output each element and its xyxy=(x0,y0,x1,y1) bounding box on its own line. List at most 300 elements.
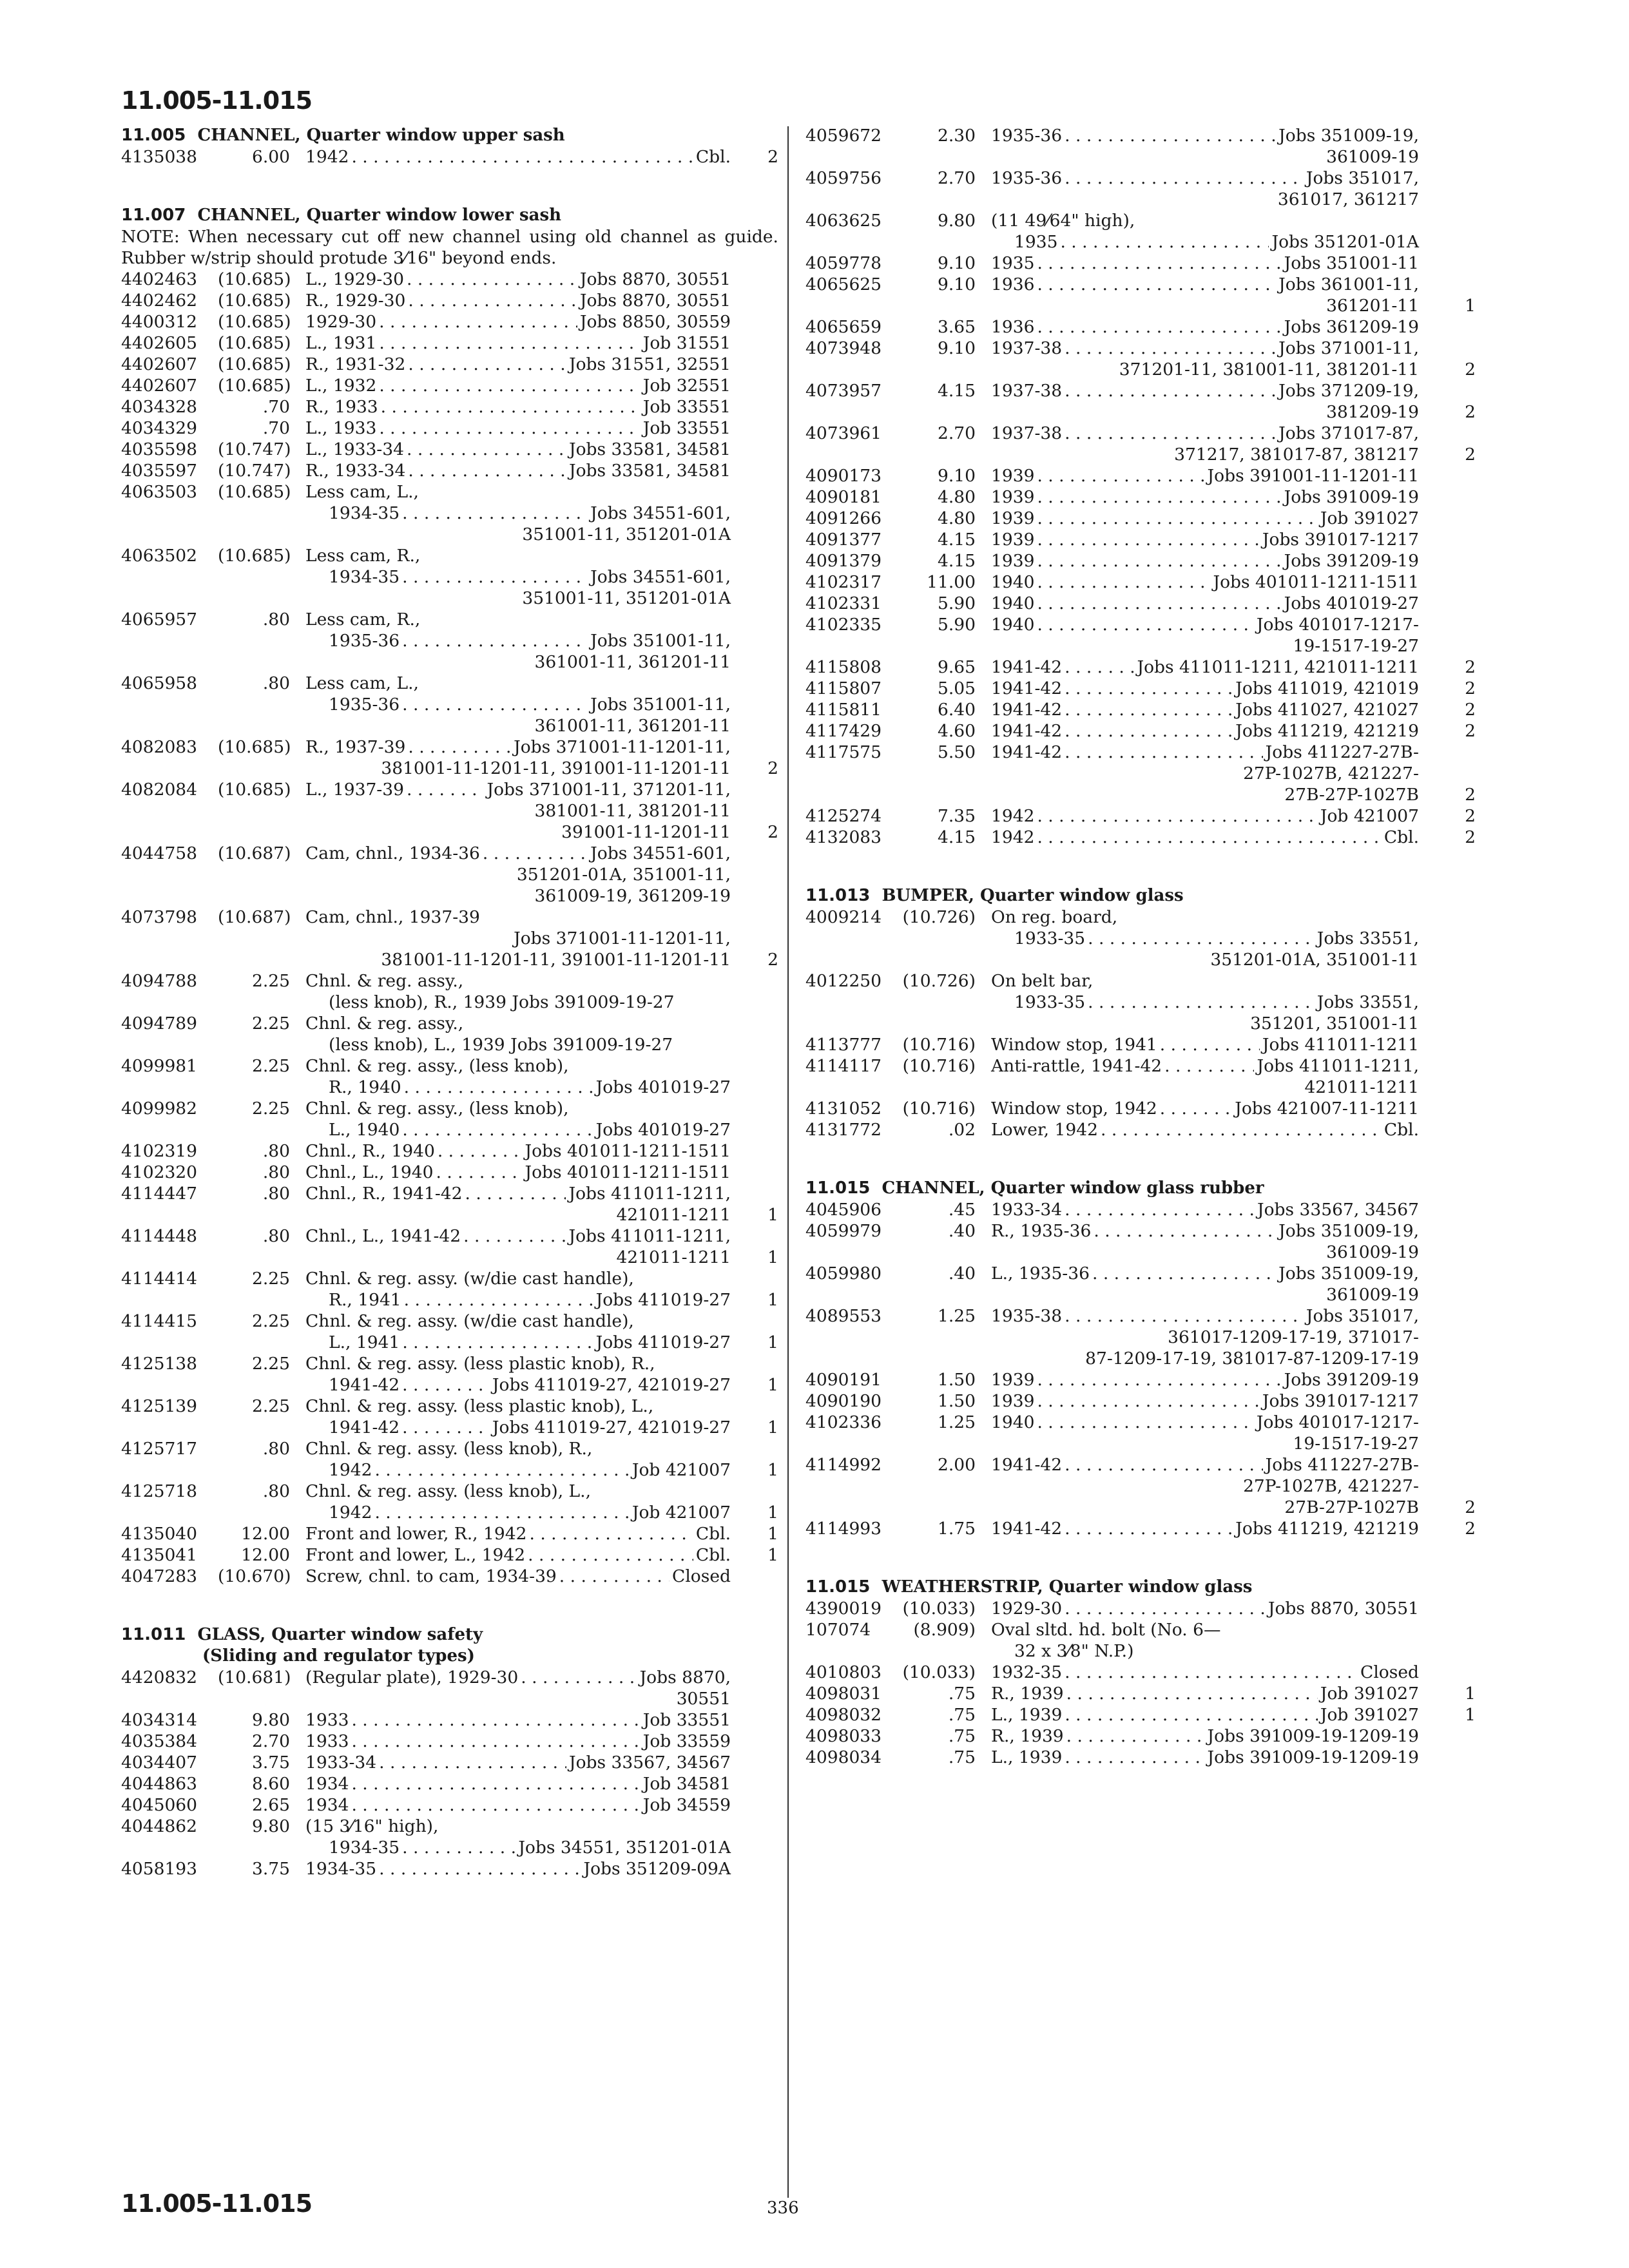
job-reference: Cbl. xyxy=(695,1545,731,1565)
part-number: 4035597 xyxy=(121,461,198,481)
description-line xyxy=(991,572,1419,593)
part-price: 9.80 xyxy=(251,1816,290,1836)
description-line xyxy=(991,614,1419,635)
description-text: 1942 xyxy=(991,827,1035,847)
part-description xyxy=(991,1369,1419,1390)
part-description xyxy=(991,486,1419,508)
part-row xyxy=(121,375,778,396)
part-number: 4065958 xyxy=(121,673,198,693)
description-line xyxy=(305,1544,731,1566)
part-number: 4044758 xyxy=(121,843,198,863)
description-text: Window stop, 1941 xyxy=(991,1035,1157,1055)
section-note: NOTE: When necessary cut off new channel using old channel as guide. Rubber w/strip should protude 3⁄16" beyond ends. xyxy=(121,227,778,268)
description-text: Screw, chnl. to cam, 1934-39 xyxy=(305,1566,557,1586)
job-reference: Job 391027 xyxy=(1320,1684,1419,1704)
part-number: 4114414 xyxy=(121,1269,198,1289)
part-number: 4102331 xyxy=(805,593,882,613)
job-reference: Jobs 351009-19, xyxy=(1278,1221,1419,1241)
part-price: 8.60 xyxy=(251,1774,290,1794)
description-text: L., 1940 xyxy=(329,1120,400,1140)
description-line xyxy=(991,1412,1419,1433)
description-text: R., 1939 xyxy=(991,1684,1064,1704)
part-row xyxy=(805,1199,1476,1220)
quantity: 1 xyxy=(1465,1684,1476,1704)
description-continuation: 351001-11, 351201-01A xyxy=(522,588,731,608)
part-description xyxy=(991,508,1419,529)
part-row xyxy=(121,1773,778,1794)
leader-dots xyxy=(521,1667,637,1688)
part-row xyxy=(121,1140,778,1162)
description-line xyxy=(305,418,731,439)
description-continuation: 371217, 381017-87, 381217 xyxy=(1174,445,1419,465)
part-number: 4132083 xyxy=(805,827,882,847)
leader-dots xyxy=(381,396,641,418)
part-row xyxy=(805,508,1476,529)
description-line xyxy=(991,1390,1419,1412)
description-continuation: 381001-11, 381201-11 xyxy=(534,801,731,821)
quantity: 1 xyxy=(767,1205,778,1225)
part-description xyxy=(305,609,731,673)
description-text: Chnl., L., 1941-42 xyxy=(305,1226,461,1246)
job-reference: Jobs 361001-11, xyxy=(1278,274,1419,294)
description-line: 32 x 3⁄8" N.P.) xyxy=(1014,1641,1134,1661)
description-text: 1942 xyxy=(329,1460,372,1480)
part-description xyxy=(305,439,731,460)
part-row xyxy=(121,1013,778,1055)
part-price: .80 xyxy=(262,1162,290,1182)
leader-dots xyxy=(1037,316,1281,338)
job-reference: Job 33551 xyxy=(642,397,731,417)
part-row xyxy=(805,1369,1476,1390)
part-number: 4114993 xyxy=(805,1519,882,1539)
part-price: (10.747) xyxy=(218,461,291,481)
leader-dots xyxy=(374,1459,629,1481)
part-row xyxy=(805,1034,1476,1055)
job-reference: Jobs 33581, 34581 xyxy=(568,461,731,481)
leader-dots xyxy=(1065,338,1276,359)
job-reference: Jobs 411011-1211, xyxy=(1257,1056,1419,1076)
leader-dots xyxy=(1037,508,1317,529)
part-row xyxy=(805,720,1476,742)
description-line xyxy=(305,1119,731,1140)
leader-dots xyxy=(1065,742,1263,763)
part-price: (10.716) xyxy=(902,1035,976,1055)
section-title: CHANNEL, Quarter window upper sash xyxy=(197,126,565,145)
description-line xyxy=(991,1034,1419,1055)
description-continuation: 381209-19 xyxy=(1326,402,1419,422)
description-continuation: Jobs 371001-11-1201-11, xyxy=(514,928,731,948)
description-line xyxy=(305,1523,731,1544)
description-text: 1941-42 xyxy=(991,742,1063,762)
part-price: (10.685) xyxy=(218,780,291,800)
leader-dots xyxy=(379,311,577,332)
description-line: Less cam, L., xyxy=(305,482,419,502)
description-continuation: 361001-11, 361201-11 xyxy=(534,652,731,672)
quantity: 2 xyxy=(1465,700,1476,720)
part-price: 2.25 xyxy=(251,1269,290,1289)
part-description xyxy=(991,125,1419,168)
leader-dots xyxy=(1164,1055,1254,1077)
part-description xyxy=(305,843,731,907)
quantity: 2 xyxy=(1465,402,1476,422)
catalog-section xyxy=(121,125,778,168)
part-price: 2.25 xyxy=(251,1396,290,1416)
description-line xyxy=(991,1055,1419,1077)
part-number: 4045060 xyxy=(121,1795,198,1815)
part-description xyxy=(305,1773,731,1794)
part-row xyxy=(805,1747,1476,1768)
part-row xyxy=(805,614,1476,657)
quantity: 2 xyxy=(1465,678,1476,698)
leader-dots xyxy=(1092,1263,1276,1284)
leader-dots xyxy=(1037,486,1281,508)
description-text: 1934 xyxy=(305,1795,349,1815)
part-number: 4091266 xyxy=(805,508,882,528)
job-reference: Jobs 411019, 421019 xyxy=(1235,678,1419,698)
description-text: 1935 xyxy=(1014,232,1058,252)
part-price: 7.35 xyxy=(937,806,976,826)
job-reference: Jobs 33581, 34581 xyxy=(568,439,731,459)
part-row xyxy=(805,125,1476,168)
part-number: 4059756 xyxy=(805,168,882,188)
job-reference: Jobs 34551-601, xyxy=(590,567,731,587)
leader-dots xyxy=(402,630,588,651)
leader-dots xyxy=(351,1794,640,1816)
leader-dots xyxy=(402,566,588,588)
job-reference: Jobs 351001-11, xyxy=(590,695,731,715)
part-number: 4098032 xyxy=(805,1705,882,1725)
description-continuation: 19-1517-19-27 xyxy=(1293,1434,1419,1454)
description-text: 1929-30 xyxy=(305,312,377,332)
part-price: 2.25 xyxy=(251,1099,290,1119)
job-reference: Jobs 391009-19-1209-19 xyxy=(1207,1726,1419,1746)
description-line xyxy=(305,439,731,460)
description-text: (Regular plate), 1929-30 xyxy=(305,1667,519,1687)
description-text: L., 1931 xyxy=(305,333,377,353)
leader-dots xyxy=(402,1837,516,1858)
quantity: 2 xyxy=(1465,1519,1476,1539)
quantity: 2 xyxy=(1465,785,1476,805)
part-description xyxy=(991,550,1419,572)
section-heading xyxy=(121,205,778,226)
description-text: 1942 xyxy=(305,147,349,167)
description-continuation: 381001-11-1201-11, 391001-11-1201-11 xyxy=(381,758,731,778)
quantity: 1 xyxy=(767,1332,778,1352)
part-price: (10.685) xyxy=(218,291,291,311)
leader-dots xyxy=(1037,1369,1281,1390)
part-description xyxy=(991,1034,1419,1055)
description-text: 1940 xyxy=(991,593,1035,613)
section-heading xyxy=(805,1178,1476,1199)
section-subtitle: (Sliding and regulator types) xyxy=(202,1646,475,1666)
part-row xyxy=(805,380,1476,423)
part-number: 4420832 xyxy=(121,1667,198,1687)
section-heading xyxy=(805,885,1476,907)
description-line xyxy=(991,423,1419,444)
description-text: 1937-38 xyxy=(991,338,1063,358)
job-reference: Jobs 401019-27 xyxy=(595,1120,731,1140)
description-line xyxy=(305,566,731,588)
description-text: R., 1933-34 xyxy=(305,461,406,481)
description-line xyxy=(991,1704,1419,1725)
part-row xyxy=(121,1731,778,1752)
part-description xyxy=(991,253,1419,274)
part-price: 4.15 xyxy=(937,551,976,571)
leader-dots xyxy=(379,332,640,354)
part-number: 4090181 xyxy=(805,487,882,507)
description-line xyxy=(991,529,1419,550)
part-description xyxy=(991,1518,1419,1539)
leader-dots xyxy=(463,1225,566,1247)
leader-dots xyxy=(1066,1725,1205,1747)
part-description xyxy=(305,481,731,545)
part-number: 4045906 xyxy=(805,1200,882,1220)
description-line xyxy=(991,1098,1419,1119)
description-text: 1935-36 xyxy=(329,631,400,651)
part-number: 4114448 xyxy=(121,1226,198,1246)
description-text: 1933-35 xyxy=(1014,928,1086,948)
description-line xyxy=(991,1662,1419,1683)
description-line xyxy=(305,630,731,651)
description-line xyxy=(305,1225,731,1247)
part-description xyxy=(991,593,1419,614)
job-reference: Jobs 411019-27 xyxy=(595,1290,731,1310)
description-line xyxy=(305,779,731,800)
part-number: 4091377 xyxy=(805,530,882,550)
leader-dots xyxy=(407,439,566,460)
description-line xyxy=(991,827,1419,848)
job-reference: Job 421007 xyxy=(1320,806,1419,826)
quantity: 2 xyxy=(1465,1497,1476,1517)
part-number: 4099981 xyxy=(121,1056,198,1076)
description-line: Chnl. & reg. assy. (less knob), L., xyxy=(305,1481,591,1501)
description-line xyxy=(305,1183,731,1204)
description-text: R., 1935-36 xyxy=(991,1221,1092,1241)
leader-dots xyxy=(1160,1034,1260,1055)
description-text: Chnl., R., 1940 xyxy=(305,1141,435,1161)
part-row xyxy=(121,1566,778,1587)
description-line xyxy=(305,269,731,290)
description-line xyxy=(991,1220,1419,1242)
part-row xyxy=(121,1098,778,1140)
description-line xyxy=(991,928,1419,949)
job-reference: Cbl. xyxy=(1383,1120,1419,1140)
job-reference: Jobs 401017-1217- xyxy=(1256,615,1419,635)
section-code: 11.015 xyxy=(805,1178,871,1198)
catalog-section xyxy=(121,1624,778,1879)
part-price: 5.90 xyxy=(937,593,976,613)
description-line: Less cam, L., xyxy=(305,673,419,693)
part-description xyxy=(991,1055,1419,1098)
job-reference: Jobs 401011-1211-1511 xyxy=(1213,572,1419,592)
description-text: 1935-36 xyxy=(991,126,1063,146)
section-heading xyxy=(121,1624,778,1646)
part-description xyxy=(991,168,1419,210)
part-row xyxy=(121,460,778,481)
part-description xyxy=(991,1412,1419,1454)
job-reference: Jobs 401019-27 xyxy=(1284,593,1419,613)
part-price: .75 xyxy=(948,1684,976,1704)
quantity: 2 xyxy=(767,758,778,778)
description-line xyxy=(991,231,1419,253)
part-description xyxy=(991,614,1419,657)
part-row xyxy=(121,439,778,460)
description-text: R., 1937-39 xyxy=(305,737,406,757)
job-reference: Jobs 401017-1217- xyxy=(1256,1412,1419,1432)
leader-dots xyxy=(402,503,588,524)
column-divider xyxy=(787,126,789,2198)
job-reference: Jobs 351009-19, xyxy=(1278,126,1419,146)
part-price: (10.685) xyxy=(218,482,291,502)
job-reference: Jobs 411011-1211, xyxy=(568,1184,731,1204)
part-number: 4012250 xyxy=(805,971,882,991)
leader-dots xyxy=(1065,125,1276,146)
leader-dots xyxy=(1037,1412,1253,1433)
part-row xyxy=(805,657,1476,678)
part-price: (10.685) xyxy=(218,269,291,289)
description-text: L., 1929-30 xyxy=(305,269,404,289)
part-description xyxy=(991,1199,1419,1220)
part-description xyxy=(305,1858,731,1879)
part-row xyxy=(805,1412,1476,1454)
part-row xyxy=(121,970,778,1013)
description-text: 1942 xyxy=(329,1503,372,1523)
job-reference: Jobs 391017-1217 xyxy=(1262,1391,1419,1411)
part-description xyxy=(305,779,731,843)
job-reference: Jobs 33567, 34567 xyxy=(1257,1200,1419,1220)
part-price: 1.75 xyxy=(937,1519,976,1539)
part-price: .02 xyxy=(948,1120,976,1140)
job-reference: Jobs 351001-11 xyxy=(1284,253,1419,273)
job-reference: Jobs 411027, 421027 xyxy=(1235,700,1419,720)
part-price: 9.10 xyxy=(937,253,976,273)
job-reference: Jobs 391009-19 xyxy=(1284,487,1419,507)
description-line xyxy=(991,1747,1419,1768)
part-description xyxy=(305,332,731,354)
part-price: 4.60 xyxy=(937,721,976,741)
part-description xyxy=(991,210,1419,253)
description-line xyxy=(991,550,1419,572)
page-footer: 11.005-11.015 xyxy=(121,2189,313,2218)
job-reference: Jobs 371017-87, xyxy=(1278,423,1419,443)
part-price: 3.65 xyxy=(937,317,976,337)
description-line xyxy=(305,1374,731,1396)
job-reference: Jobs 371209-19, xyxy=(1278,381,1419,401)
description-line xyxy=(991,805,1419,827)
leader-dots xyxy=(1065,699,1233,720)
part-row xyxy=(805,1119,1476,1140)
description-text: 1941-42 xyxy=(991,657,1063,677)
leader-dots xyxy=(408,460,566,481)
part-description xyxy=(305,1566,731,1587)
description-line xyxy=(305,1858,731,1879)
part-row xyxy=(805,678,1476,699)
description-line xyxy=(305,1752,731,1773)
part-number: 4091379 xyxy=(805,551,882,571)
description-text: 1940 xyxy=(991,1412,1035,1432)
job-reference: Jobs 401011-1211-1511 xyxy=(525,1141,731,1161)
description-text: 1934-35 xyxy=(305,1859,377,1879)
description-text: L., 1937-39 xyxy=(305,780,404,800)
part-row xyxy=(121,1162,778,1183)
part-description xyxy=(305,146,731,168)
description-line xyxy=(305,736,731,758)
leader-dots xyxy=(402,1417,490,1438)
part-row xyxy=(805,529,1476,550)
description-line xyxy=(991,1119,1419,1140)
job-reference: Jobs 351009-19, xyxy=(1278,1264,1419,1283)
section-title: CHANNEL, Quarter window glass rubber xyxy=(882,1178,1264,1198)
part-row xyxy=(805,253,1476,274)
part-number: 4058193 xyxy=(121,1859,198,1879)
part-price: .45 xyxy=(948,1200,976,1220)
job-reference: Jobs 8850, 30559 xyxy=(579,312,731,332)
leader-dots xyxy=(408,736,511,758)
part-price: 4.15 xyxy=(937,381,976,401)
description-line xyxy=(305,1566,731,1587)
part-row xyxy=(121,1858,778,1879)
quantity: 2 xyxy=(1465,445,1476,465)
job-reference: Cbl. xyxy=(695,147,731,167)
leader-dots xyxy=(1065,1598,1266,1619)
description-line xyxy=(991,125,1419,146)
part-row xyxy=(121,1794,778,1816)
leader-dots xyxy=(1037,465,1204,486)
part-price: (8.909) xyxy=(913,1620,976,1640)
part-description xyxy=(991,1263,1419,1305)
job-reference: Jobs 351017, xyxy=(1306,168,1419,188)
right-column xyxy=(805,125,1476,1768)
part-price: (10.033) xyxy=(902,1599,976,1619)
description-line xyxy=(305,1709,731,1731)
part-row xyxy=(121,1438,778,1481)
description-line xyxy=(991,168,1419,189)
leader-dots xyxy=(379,375,640,396)
part-description xyxy=(305,269,731,290)
part-description xyxy=(991,338,1419,380)
part-price: (10.726) xyxy=(902,971,976,991)
leader-dots xyxy=(1037,805,1317,827)
quantity: 2 xyxy=(1465,806,1476,826)
part-row xyxy=(805,827,1476,848)
description-line xyxy=(305,1773,731,1794)
part-number: 4400312 xyxy=(121,312,198,332)
part-description xyxy=(991,465,1419,486)
quantity: 1 xyxy=(767,1503,778,1523)
part-price: .80 xyxy=(262,673,290,693)
part-description xyxy=(991,274,1419,316)
description-text: 1939 xyxy=(991,466,1035,486)
part-number: 4125718 xyxy=(121,1481,198,1501)
part-row xyxy=(121,354,778,375)
part-row xyxy=(805,1662,1476,1683)
description-line: Chnl. & reg. assy., (less knob), xyxy=(305,1056,569,1076)
part-number: 4114415 xyxy=(121,1311,198,1331)
part-row xyxy=(121,418,778,439)
job-reference: Jobs 34551, 351201-01A xyxy=(518,1838,731,1858)
part-row xyxy=(121,1055,778,1098)
part-price: 12.00 xyxy=(241,1545,290,1565)
part-price: (10.716) xyxy=(902,1099,976,1119)
part-row xyxy=(121,1816,778,1858)
part-row xyxy=(121,1396,778,1438)
catalog-section xyxy=(121,205,778,1587)
part-description xyxy=(991,1220,1419,1263)
description-line xyxy=(991,1199,1419,1220)
leader-dots xyxy=(529,1523,693,1544)
description-text: R., 1940 xyxy=(329,1077,401,1097)
part-row xyxy=(121,1353,778,1396)
